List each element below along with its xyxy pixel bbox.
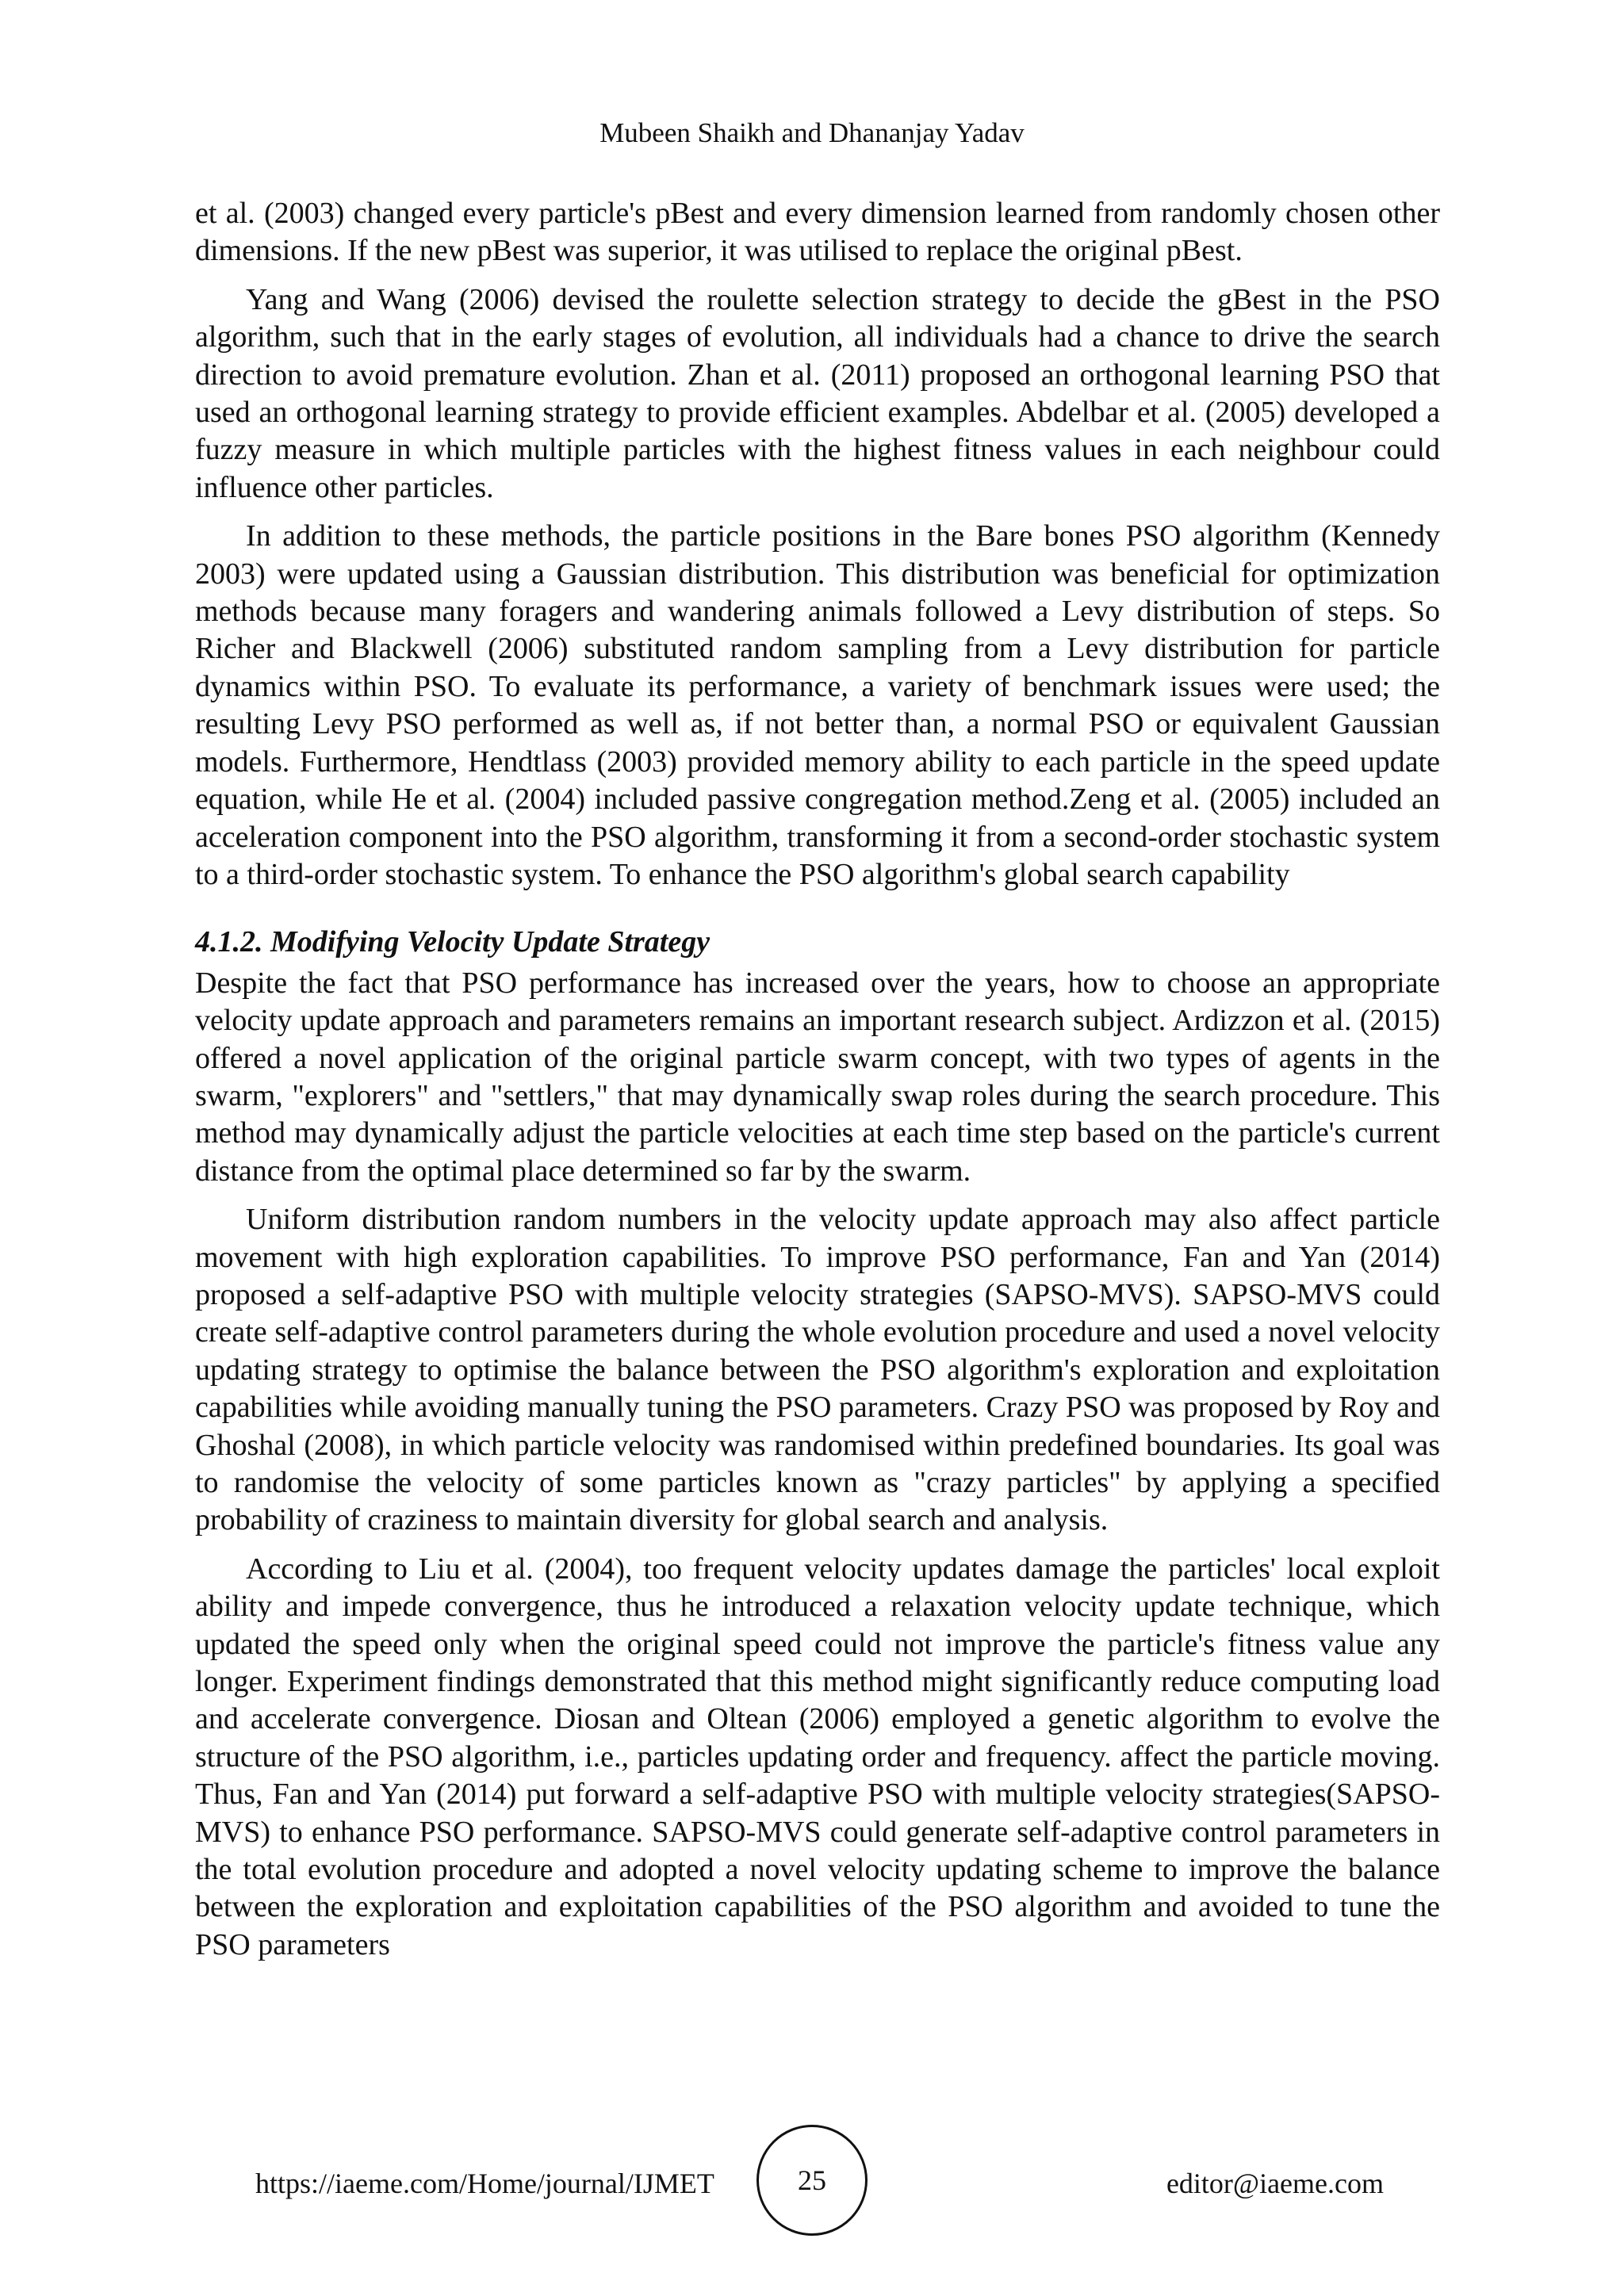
journal-url-link[interactable]: https://iaeme.com/Home/journal/IJMET bbox=[255, 2168, 714, 2199]
paragraph-continuation: et al. (2003) changed every particle's pBest and every dimension learned from randomly chosen other dimensions. If the new pBest was superior, it was utilised to replace the original pBest. bbox=[195, 197, 1440, 268]
running-header: Mubeen Shaikh and Dhananjay Yadav bbox=[599, 117, 1025, 148]
page-footer bbox=[0, 2125, 1624, 2244]
editor-email-link[interactable]: editor@iaeme.com bbox=[1166, 2168, 1384, 2199]
section-heading-velocity-update: 4.1.2. Modifying Velocity Update Strategy bbox=[195, 925, 710, 959]
paragraph-bare-bones-pso: In addition to these methods, the particle positions in the Bare bones PSO algorithm (Kennedy 2003) were updated using a Gaussian distribution. This distribution was beneficial for optimization methods because many foragers and wandering animals followed a Levy distribution of steps. So Richer and Blackwell (2006) substituted random sampling from a Levy distribution for particle dynamics within PSO. To evaluate its performance, a variety of benchmark issues were used; the resulting Levy PSO performed as well as, if not better than, a normal PSO or equivalent Gaussian models. Furthermore, Hendtlass (2003) provided memory ability to each particle in the speed update equation, while He et al. (2004) included passive congregation method.Zeng et al. (2005) included an acceleration component into the PSO algorithm, transforming it from a second-order stochastic system to a third-order stochastic system. To enhance the PSO algorithm's global search capability bbox=[195, 519, 1440, 891]
paragraph-velocity-approach: Despite the fact that PSO performance has increased over the years, how to choose an appropriate velocity update approach and parameters remains an important research subject. Ardizzon et al. (2015) offered a novel application of the original particle swarm concept, with two types of agents in the swarm, "explorers" and "settlers," that may dynamically swap roles during the search procedure. This method may dynamically adjust the particle velocities at each time step based on the particle's current distance from the optimal place determined so far by the swarm. bbox=[195, 966, 1440, 1188]
page-number-badge: 25 bbox=[756, 2125, 868, 2236]
paragraph-relaxation-velocity: According to Liu et al. (2004), too frequent velocity updates damage the particles' local exploit ability and impede convergence, thus he introduced a relaxation velocity update technique, which updated the speed only when the original speed could not improve the particle's fitness value any longer. Experiment findings demonstrated that this method might significantly reduce computing load and accelerate convergence. Diosan and Oltean (2006) employed a genetic algorithm to evolve the structure of the PSO algorithm, i.e., particles updating order and frequency. affect the particle moving. Thus, Fan and Yan (2014) put forward a self-adaptive PSO with multiple velocity strategies(SAPSO-MVS) to enhance PSO performance. SAPSO-MVS could generate self-adaptive control parameters in the total evolution procedure and adopted a novel velocity updating scheme to improve the balance between the exploration and exploitation capabilities of the PSO algorithm and avoided to tune the PSO parameters bbox=[195, 1552, 1440, 1961]
paragraph-roulette-selection: Yang and Wang (2006) devised the roulette selection strategy to decide the gBest in the PSO algorithm, such that in the early stages of evolution, all individuals had a chance to drive the search direction to avoid premature evolution. Zhan et al. (2011) proposed an orthogonal learning PSO that used an orthogonal learning strategy to provide efficient examples. Abdelbar et al. (2005) developed a fuzzy measure in which multiple particles with the highest fitness values in each neighbour could influence other particles. bbox=[195, 282, 1440, 504]
paragraph-sapso-mvs: Uniform distribution random numbers in the velocity update approach may also affect particle movement with high exploration capabilities. To improve PSO performance, Fan and Yan (2014) proposed a self-adaptive PSO with multiple velocity strategies (SAPSO-MVS). SAPSO-MVS could create self-adaptive control parameters during the whole evolution procedure and used a novel velocity updating strategy to optimise the balance between the PSO algorithm's exploration and exploitation capabilities while avoiding manually tuning the PSO parameters. Crazy PSO was proposed by Roy and Ghoshal (2008), in which particle velocity was randomised within predefined boundaries. Its goal was to randomise the velocity of some particles known as "crazy particles" by applying a specified probability of craziness to maintain diversity for global search and analysis. bbox=[195, 1203, 1440, 1537]
article-body bbox=[195, 195, 1440, 1975]
